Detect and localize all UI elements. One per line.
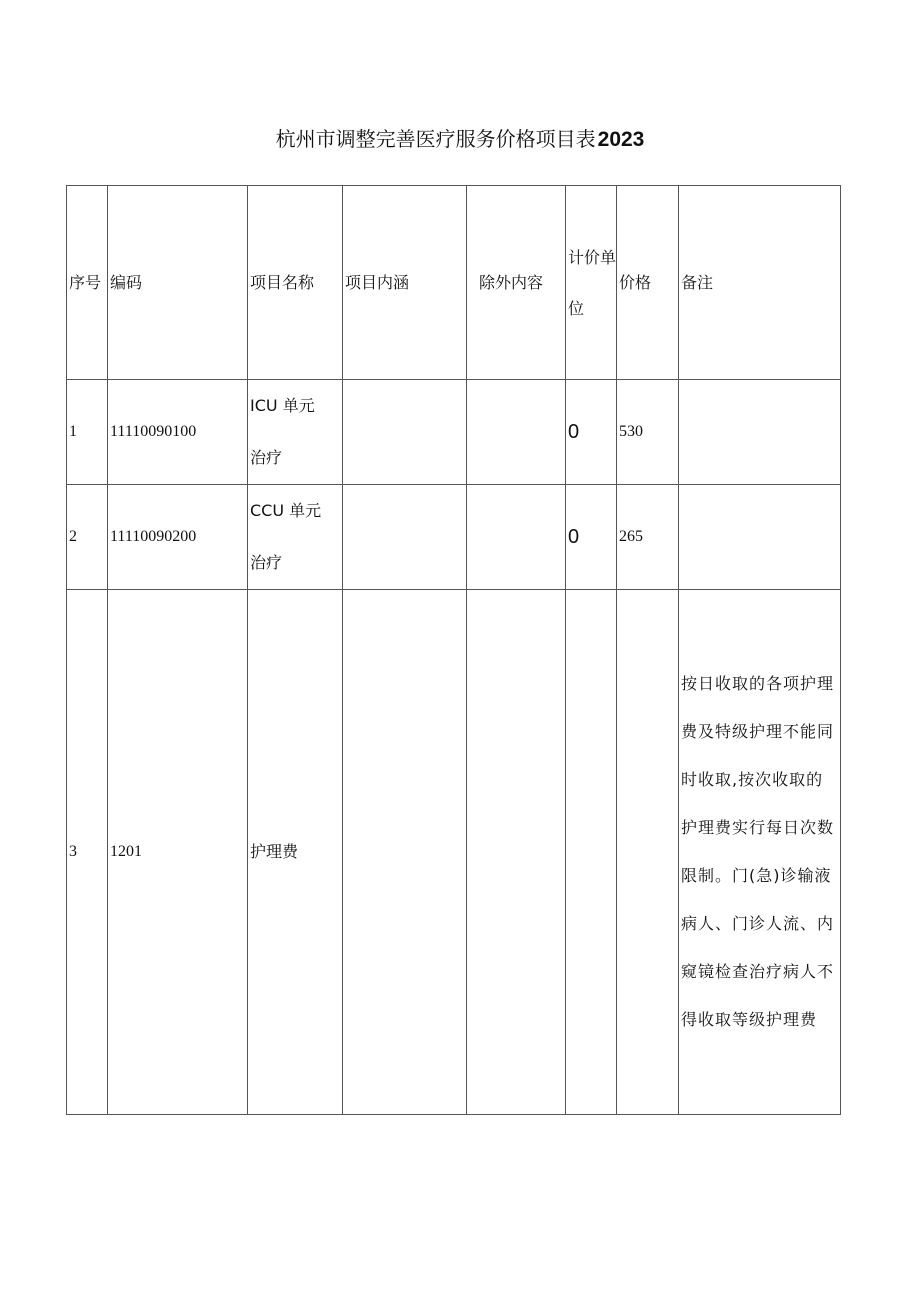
cell-code: 11110090100 <box>108 380 248 485</box>
header-name: 项目名称 <box>248 186 343 380</box>
header-remark: 备注 <box>679 186 841 380</box>
header-exclude: 除外内容 <box>467 186 566 380</box>
cell-exclude <box>467 485 566 590</box>
table-row <box>67 590 841 1115</box>
cell-price: 265 <box>617 485 679 590</box>
cell-content <box>343 590 467 1115</box>
header-unit: 计价单位 <box>566 186 617 380</box>
table-header-row <box>67 186 841 380</box>
cell-name <box>248 485 343 590</box>
cell-name-line1: ICU 单元 <box>250 396 315 415</box>
cell-content <box>343 380 467 485</box>
price-table <box>66 185 841 1115</box>
cell-name: 护理费 <box>248 590 343 1115</box>
cell-seq: 1 <box>67 380 108 485</box>
cell-code: 11110090200 <box>108 485 248 590</box>
cell-name-line2: 治疗 <box>250 553 283 572</box>
cell-remark: 按日收取的各项护理费及特级护理不能同时收取,按次收取的护理费实行每日次数限制。门(急)诊输液病人、门诊人流、内窥镜检查治疗病人不得收取等级护理费 <box>679 590 841 1115</box>
title-text: 杭州市调整完善医疗服务价格项目表 <box>275 127 596 151</box>
header-seq: 序号 <box>67 186 108 380</box>
table-row <box>67 485 841 590</box>
cell-name-line2: 治疗 <box>250 448 283 467</box>
cell-unit: 0 <box>566 380 617 485</box>
cell-name <box>248 380 343 485</box>
cell-unit: 0 <box>566 485 617 590</box>
cell-price <box>617 590 679 1115</box>
cell-price: 530 <box>617 380 679 485</box>
header-code: 编码 <box>108 186 248 380</box>
header-content: 项目内涵 <box>343 186 467 380</box>
title-year: 2023 <box>597 128 645 151</box>
cell-content <box>343 485 467 590</box>
cell-exclude <box>467 590 566 1115</box>
header-price: 价格 <box>617 186 679 380</box>
page-title <box>0 122 920 157</box>
cell-seq: 2 <box>67 485 108 590</box>
cell-seq: 3 <box>67 590 108 1115</box>
table-row <box>67 380 841 485</box>
cell-unit <box>566 590 617 1115</box>
cell-name-line1: CCU 单元 <box>250 501 322 520</box>
cell-remark <box>679 485 841 590</box>
cell-exclude <box>467 380 566 485</box>
cell-code: 1201 <box>108 590 248 1115</box>
cell-remark <box>679 380 841 485</box>
